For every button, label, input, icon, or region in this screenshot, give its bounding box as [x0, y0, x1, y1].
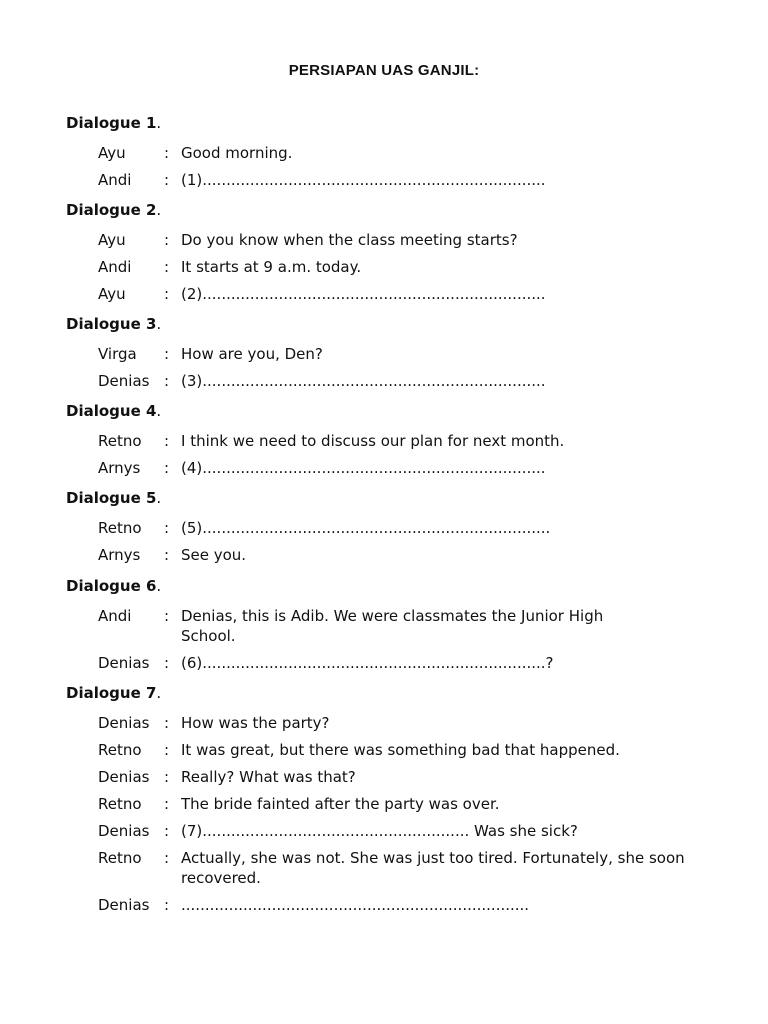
dialogue-heading-text: Dialogue 3: [66, 315, 157, 333]
dialogue-heading-text: Dialogue 6: [66, 577, 157, 595]
heading-dot: .: [156, 402, 162, 420]
colon: :: [164, 231, 170, 249]
page-title: PERSIAPAN UAS GANJIL:: [288, 62, 480, 79]
colon: :: [164, 285, 170, 303]
utterance: How was the party?: [181, 714, 330, 732]
speaker: Ayu: [98, 285, 126, 303]
utterance: Really? What was that?: [181, 768, 356, 786]
utterance: Denias, this is Adib. We were classmates the Junior High School.: [181, 607, 604, 645]
utterance: The bride fainted after the party was over.: [181, 795, 500, 813]
dialogue-7-heading: [66, 684, 161, 702]
heading-dot: .: [156, 315, 162, 333]
dialogue-heading-text: Dialogue 1: [66, 114, 157, 132]
speaker: Arnys: [98, 459, 141, 477]
speaker: Virga: [98, 345, 137, 363]
speaker: Retno: [98, 741, 142, 759]
colon: :: [164, 345, 170, 363]
utterance: How are you, Den?: [181, 345, 323, 363]
colon: :: [164, 372, 170, 390]
colon: :: [164, 607, 170, 625]
colon: :: [164, 741, 170, 759]
colon: :: [164, 459, 170, 477]
colon: :: [164, 795, 170, 813]
heading-dot: .: [156, 684, 162, 702]
colon: :: [164, 822, 170, 840]
colon: :: [164, 432, 170, 450]
speaker: Denias: [98, 372, 150, 390]
utterance: I think we need to discuss our plan for next month.: [181, 432, 565, 450]
speaker: Denias: [98, 768, 150, 786]
speaker: Andi: [98, 171, 132, 189]
speaker: Denias: [98, 896, 150, 914]
colon: :: [164, 714, 170, 732]
utterance: Do you know when the class meeting starts?: [181, 231, 518, 249]
answer-blank-1: (1)........................................................................: [181, 171, 546, 189]
colon: :: [164, 768, 170, 786]
utterance: Good morning.: [181, 144, 293, 162]
colon: :: [164, 519, 170, 537]
heading-dot: .: [156, 201, 162, 219]
dialogue-heading-text: Dialogue 7: [66, 684, 157, 702]
utterance: It starts at 9 a.m. today.: [181, 258, 362, 276]
dialogue-4-heading: [66, 402, 161, 420]
colon: :: [164, 849, 170, 867]
colon: :: [164, 171, 170, 189]
colon: :: [164, 258, 170, 276]
heading-dot: .: [156, 577, 162, 595]
dialogue-6-heading: [66, 577, 161, 595]
answer-blank-4: (4)........................................................................: [181, 459, 546, 477]
answer-blank-8: .........................................................................: [181, 896, 530, 914]
speaker: Denias: [98, 822, 150, 840]
speaker: Denias: [98, 714, 150, 732]
utterance: Actually, she was not. She was just too tired. Fortunately, she soon recovered.: [181, 849, 685, 887]
utterance: See you.: [181, 546, 247, 564]
dialogue-1-heading: [66, 114, 161, 132]
dialogue-heading-text: Dialogue 2: [66, 201, 157, 219]
answer-blank-6: (6)........................................................................?: [181, 654, 554, 672]
answer-blank-2: (2)........................................................................: [181, 285, 546, 303]
answer-blank-3: (3)........................................................................: [181, 372, 546, 390]
colon: :: [164, 654, 170, 672]
heading-dot: .: [156, 114, 162, 132]
speaker: Retno: [98, 519, 142, 537]
speaker: Ayu: [98, 231, 126, 249]
dialogue-2-heading: [66, 201, 161, 219]
speaker: Retno: [98, 432, 142, 450]
answer-blank-5: (5).........................................................................: [181, 519, 551, 537]
answer-blank-7: (7)........................................................ Was she sick?: [181, 822, 578, 840]
speaker: Andi: [98, 258, 132, 276]
speaker: Ayu: [98, 144, 126, 162]
dialogue-heading-text: Dialogue 4: [66, 402, 157, 420]
dialogue-3-heading: [66, 315, 161, 333]
speaker: Arnys: [98, 546, 141, 564]
dialogue-heading-text: Dialogue 5: [66, 489, 157, 507]
speaker: Retno: [98, 849, 142, 867]
speaker: Andi: [98, 607, 132, 625]
speaker: Retno: [98, 795, 142, 813]
utterance: It was great, but there was something bad that happened.: [181, 741, 620, 759]
colon: :: [164, 896, 170, 914]
colon: :: [164, 144, 170, 162]
speaker: Denias: [98, 654, 150, 672]
dialogue-5-heading: [66, 489, 161, 507]
colon: :: [164, 546, 170, 564]
heading-dot: .: [156, 489, 162, 507]
